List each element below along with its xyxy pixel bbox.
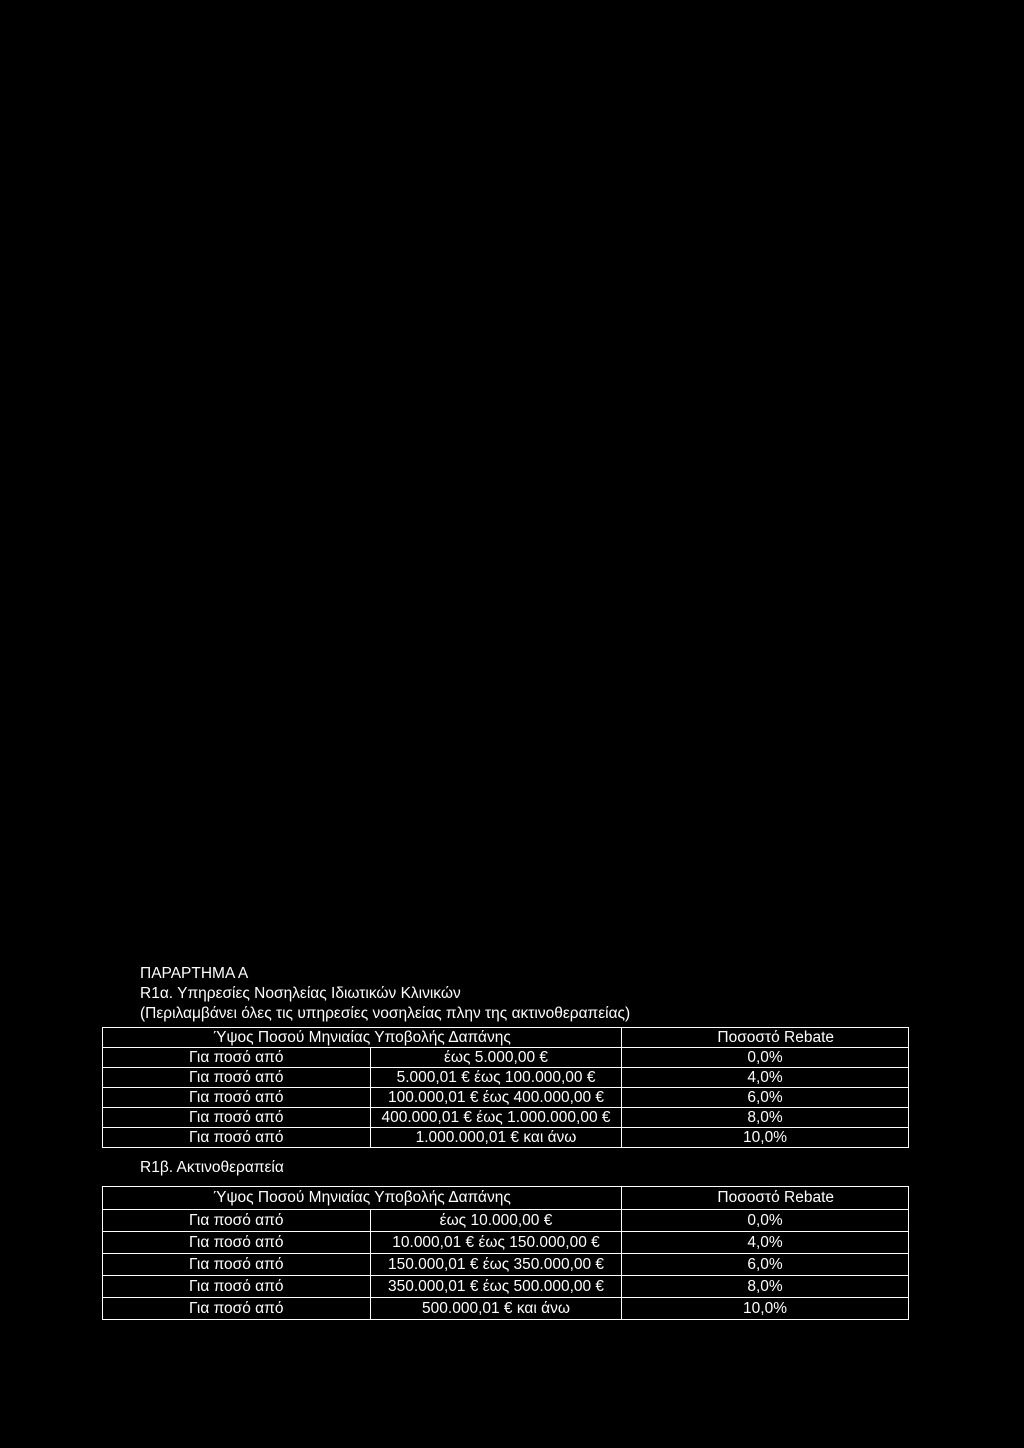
table-header-row — [103, 1187, 909, 1210]
table-row — [103, 1128, 909, 1148]
row-label: Για ποσό από — [103, 1210, 371, 1232]
row-label: Για ποσό από — [103, 1108, 371, 1128]
row-rate: 4,0% — [622, 1232, 909, 1254]
table-header-row — [103, 1028, 909, 1048]
header-amount: Ύψος Ποσού Μηνιαίας Υποβολής Δαπάνης — [103, 1028, 622, 1048]
table-row — [103, 1210, 909, 1232]
appendix-document — [102, 964, 908, 1320]
r1a-note: (Περιλαμβάνει όλες τις υπηρεσίες νοσηλείας πλην της ακτινοθεραπείας) — [140, 1005, 631, 1022]
table-row — [103, 1108, 909, 1128]
row-rate: 0,0% — [622, 1210, 909, 1232]
row-label: Για ποσό από — [103, 1128, 371, 1148]
row-range: 400.000,01 € έως 1.000.000,00 € — [371, 1108, 622, 1128]
r1b-rebate-table — [102, 1186, 909, 1320]
row-label: Για ποσό από — [103, 1298, 371, 1320]
row-label: Για ποσό από — [103, 1068, 371, 1088]
table-row — [103, 1298, 909, 1320]
row-label: Για ποσό από — [103, 1088, 371, 1108]
row-rate: 4,0% — [622, 1068, 909, 1088]
row-rate: 8,0% — [622, 1108, 909, 1128]
r1a-title: R1α. Υπηρεσίες Νοσηλείας Ιδιωτικών Κλινικών — [140, 985, 461, 1002]
row-label: Για ποσό από — [103, 1232, 371, 1254]
row-rate: 8,0% — [622, 1276, 909, 1298]
row-label: Για ποσό από — [103, 1048, 371, 1068]
row-range: 500.000,01 € και άνω — [371, 1298, 622, 1320]
row-range: έως 5.000,00 € — [371, 1048, 622, 1068]
r1a-rebate-table — [102, 1027, 909, 1148]
row-range: 1.000.000,01 € και άνω — [371, 1128, 622, 1148]
table-row — [103, 1254, 909, 1276]
table-row — [103, 1048, 909, 1068]
row-range: 150.000,01 € έως 350.000,00 € — [371, 1254, 622, 1276]
row-range: έως 10.000,00 € — [371, 1210, 622, 1232]
row-rate: 10,0% — [622, 1298, 909, 1320]
row-rate: 6,0% — [622, 1254, 909, 1276]
row-range: 350.000,01 € έως 500.000,00 € — [371, 1276, 622, 1298]
r1b-title: R1β. Ακτινοθεραπεία — [140, 1159, 284, 1176]
table-row — [103, 1276, 909, 1298]
row-range: 10.000,01 € έως 150.000,00 € — [371, 1232, 622, 1254]
header-amount: Ύψος Ποσού Μηνιαίας Υποβολής Δαπάνης — [103, 1187, 622, 1210]
row-range: 100.000,01 € έως 400.000,00 € — [371, 1088, 622, 1108]
table-row — [103, 1068, 909, 1088]
row-range: 5.000,01 € έως 100.000,00 € — [371, 1068, 622, 1088]
row-rate: 0,0% — [622, 1048, 909, 1068]
table-row — [103, 1088, 909, 1108]
row-label: Για ποσό από — [103, 1276, 371, 1298]
row-rate: 10,0% — [622, 1128, 909, 1148]
header-rate: Ποσοστό Rebate — [622, 1187, 909, 1210]
appendix-title: ΠΑΡΑΡΤΗΜΑ Α — [140, 965, 249, 982]
header-rate: Ποσοστό Rebate — [622, 1028, 909, 1048]
row-label: Για ποσό από — [103, 1254, 371, 1276]
row-rate: 6,0% — [622, 1088, 909, 1108]
table-row — [103, 1232, 909, 1254]
